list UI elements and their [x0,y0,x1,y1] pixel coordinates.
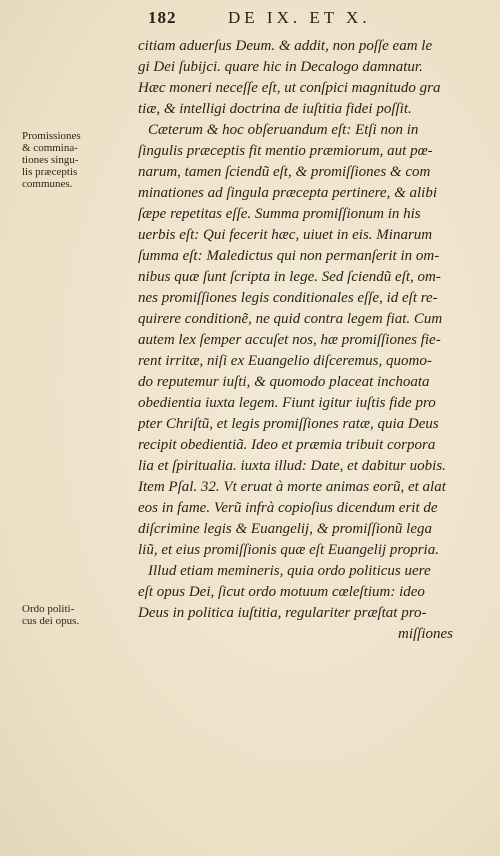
text-line: citiam aduerſus Deum. & addit, non poſſe eam le [138,38,433,54]
text-line: do reputemur iuſti, & quomodo placeat inchoata [138,374,430,390]
text-line: Hæc moneri neceſſe eſt, ut conſpici magnitudo gra [138,80,441,96]
text-line: recipit obedientiã. Ideo et præmia tribuit corpora [138,437,436,453]
text-line: liũ, et eius promiſſionis quæ eſt Euangelij propria. [138,542,439,558]
text-line: narum, tamen ſciendũ eſt, & promiſſiones & com [138,164,431,180]
running-title: DE IX. ET X. [228,8,371,27]
text-line: uerbis eſt: Qui fecerit hæc, uiuet in eis. Minarum [138,227,433,243]
margin-note-line: Ordo politi- [22,603,75,615]
text-line: Item Pſal. 32. Vt eruat à morte animas eorũ, et alat [138,479,446,495]
text-line: pter Chriſtũ, et legis promiſſiones ratæ, quia Deus [138,416,439,432]
text-line: Cæterum & hoc obſeruandum eſt: Etſi non in [148,122,419,138]
text-line: nes promiſſiones legis conditionales eſſe, id eſt re- [138,290,438,306]
body-text [138,36,488,645]
margin-note-line: cus dei opus. [22,615,80,627]
text-line: diſcrimine legis & Euangelij, & promiſſionũ lega [138,521,433,537]
text-line: Illud etiam memineris, quia ordo politicus uere [148,563,431,579]
text-line: quirere conditionẽ, ne quid contra legem fiat. Cum [138,311,443,327]
text-line: minationes ad ſingula præcepta pertinere, & alibi [138,185,438,201]
text-line: ſingulis præceptis fit mentio præmiorum, aut pœ- [138,143,433,159]
page-header [148,8,488,30]
text-line: lia et ſpiritualia. iuxta illud: Date, et dabitur uobis. [138,458,446,474]
margin-note-promissiones [22,130,134,190]
margin-note-line: Promissiones [22,130,81,142]
margin-note-line: & commina- [22,142,78,154]
text-line: rent irritæ, niſi ex Euangelio diſceremus, quomo- [138,353,432,369]
margin-note-line: tiones singu- [22,154,79,166]
text-line: eos in fame. Verũ infrà copioſius dicendum erit de [138,500,438,516]
margin-note-ordo-politicus [22,603,134,627]
text-line: miſſiones [398,626,453,642]
margin-note-line: lis præceptis [22,166,78,178]
text-line: tiæ, & intelligi doctrina de iuſtitia fidei poſſit. [138,101,412,117]
margin-note-line: communes. [22,178,73,190]
page-number: 182 [148,8,177,27]
text-line: eſt opus Dei, ſicut ordo motuum cœleſtium: ideo [138,584,425,600]
text-line: nibus quæ ſunt ſcripta in lege. Sed ſciendũ eſt, om- [138,269,441,285]
text-line: Deus in politica iuſtitia, regulariter præſtat pro- [138,605,427,621]
text-line: ſæpe repetitas eſſe. Summa promiſſionum in his [138,206,421,222]
text-line: ſumma eſt: Maledictus qui non permanſerit in om- [138,248,440,264]
text-line: gi Dei ſubijci. quare hic in Decalogo damnatur. [138,59,423,75]
text-line: obedientia iuxta legem. Fiunt igitur iuſtis fide pro [138,395,436,411]
text-line: autem lex ſemper accuſet nos, hæ promiſſiones fie- [138,332,441,348]
